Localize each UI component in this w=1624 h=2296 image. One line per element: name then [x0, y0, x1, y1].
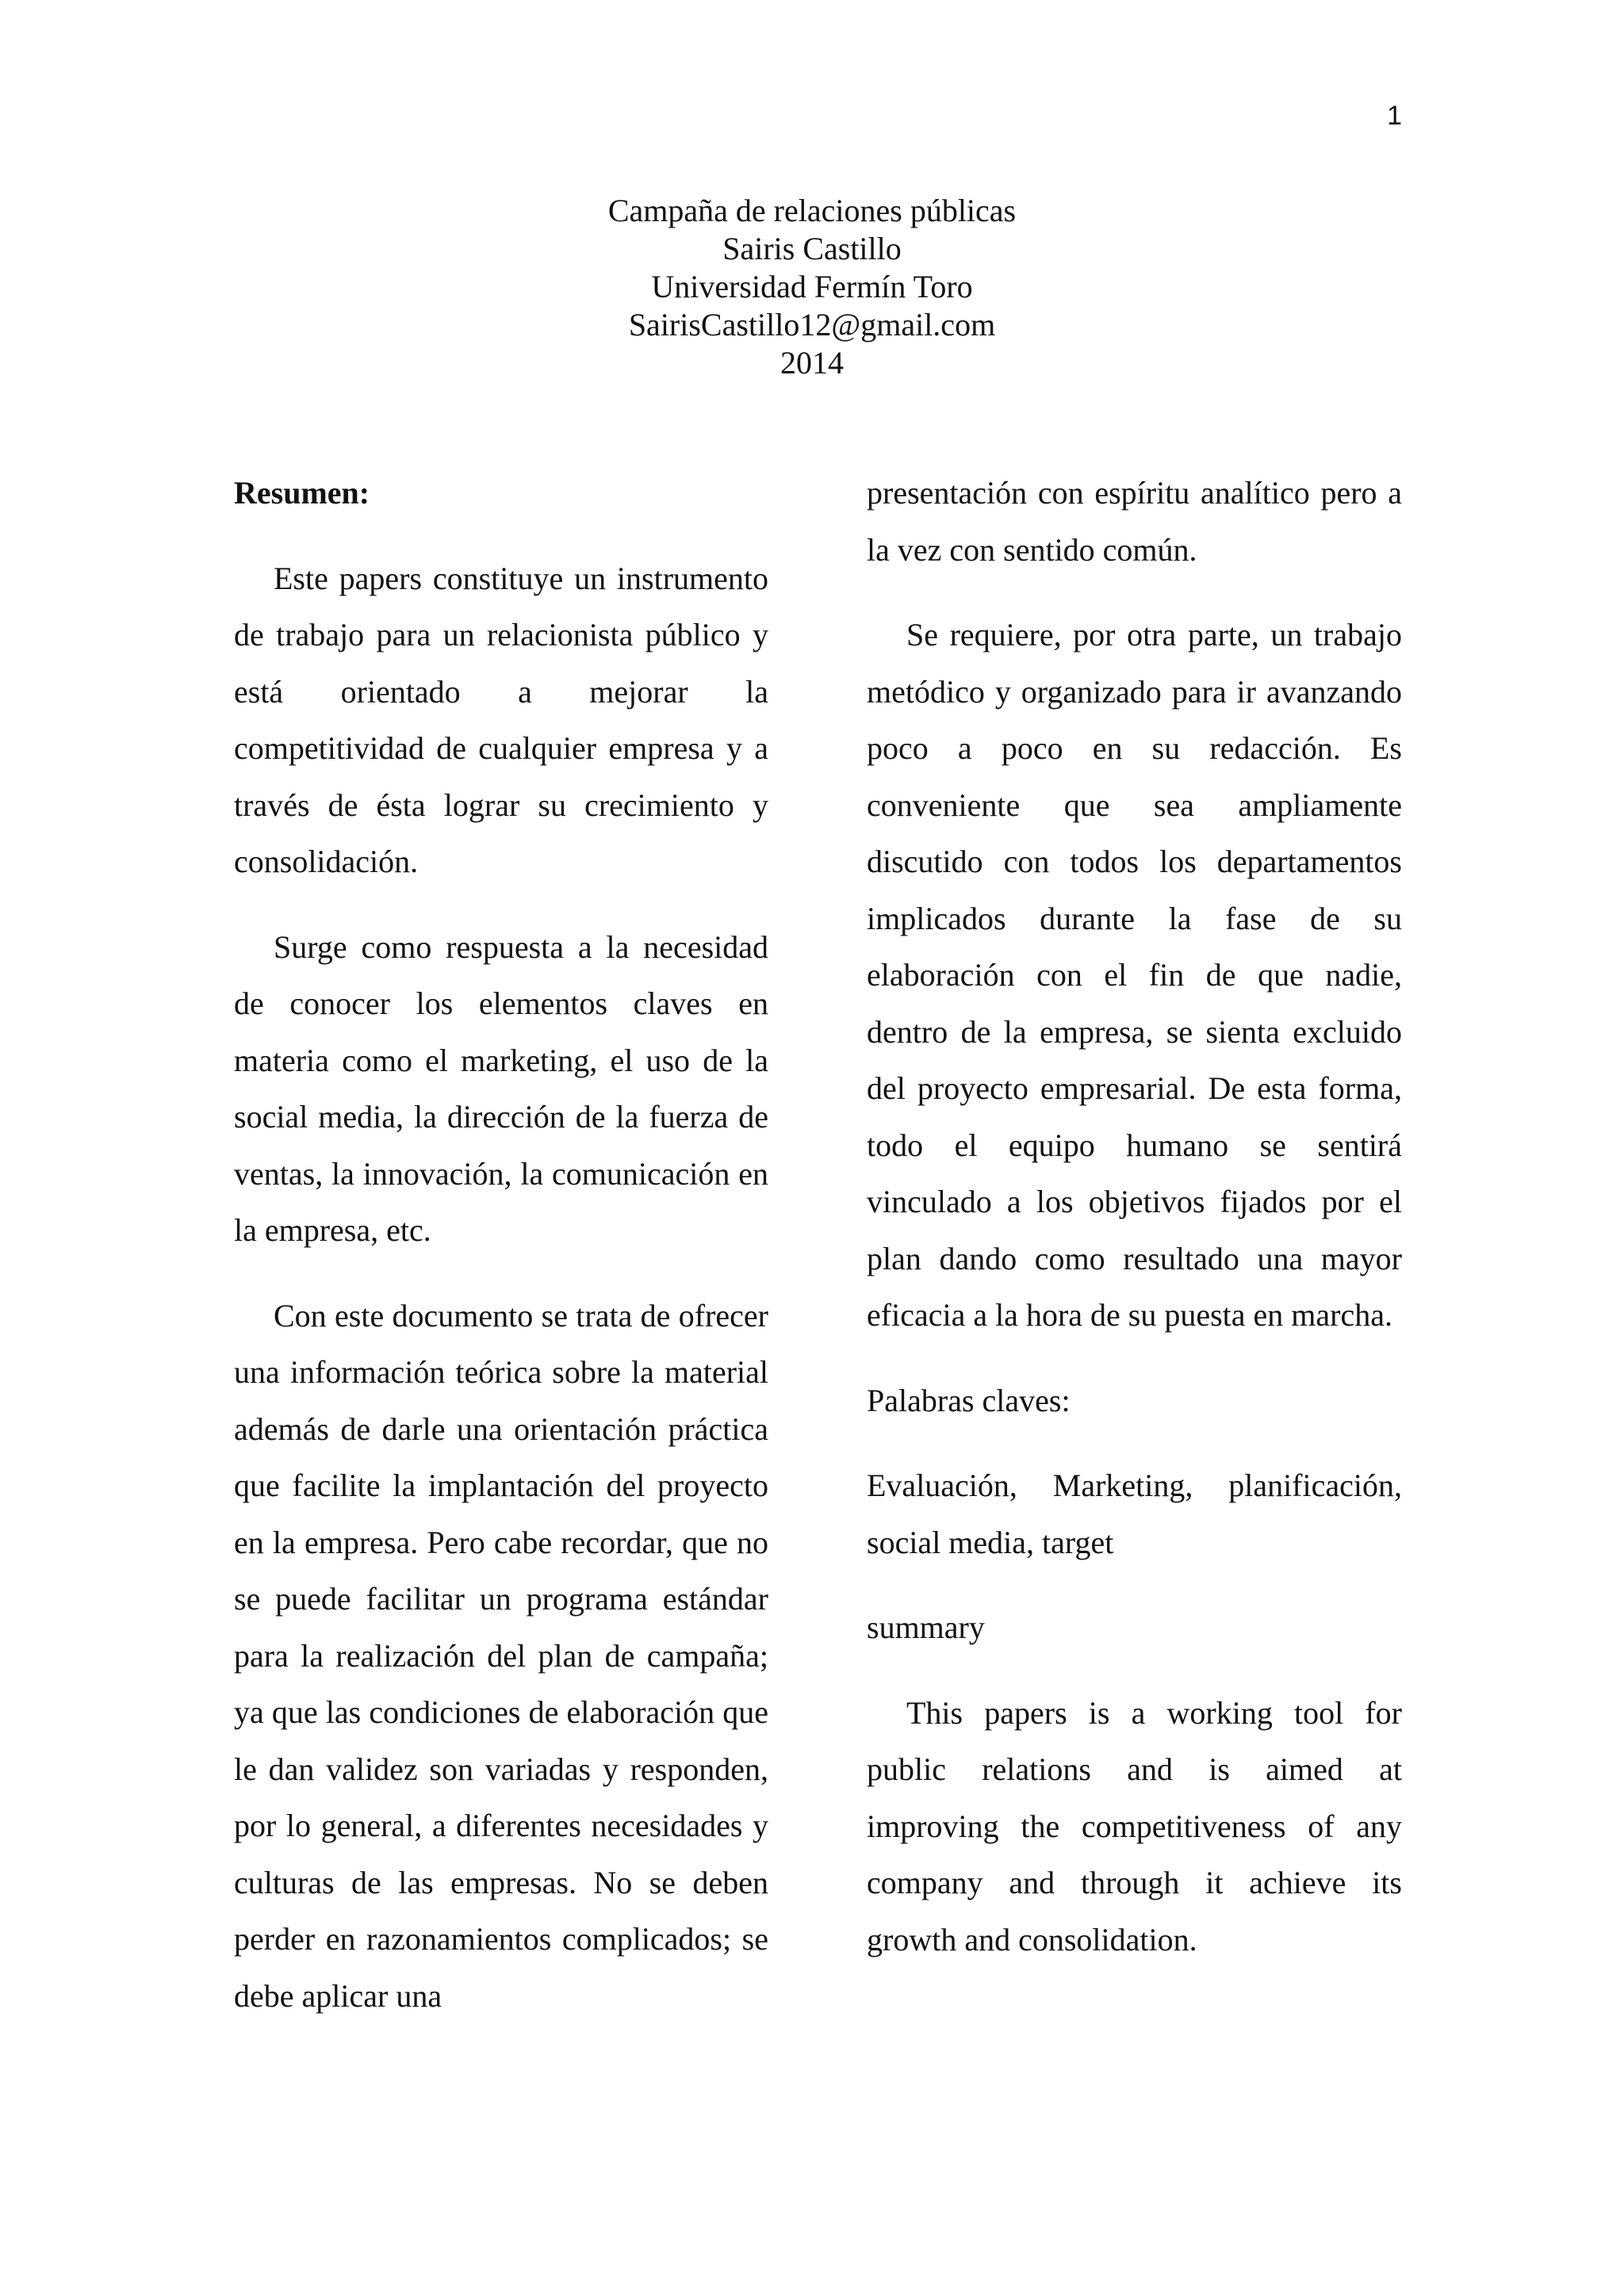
abstract-paragraph-2: Surge como respuesta a la necesidad de conocer los elementos claves en materia como el marketing, el uso de la social media, la dirección de la fuerza de ventas, la innovación, la comunicación en la empresa, etc.: [234, 928, 768, 1248]
keywords-label: Palabras claves:: [867, 1382, 1071, 1418]
publication-year: 2014: [780, 345, 844, 381]
abstract-heading: Resumen:: [234, 475, 370, 511]
abstract-paragraph-4: Se requiere, por otra parte, un trabajo metódico y organizado para ir avanzando poco a poco en su redacción. Es conveniente que sea ampliamente discutido con todos los departamentos implicados durante la fase de su elaboración con el fin de que nadie, dentro de la empresa, se sienta excluido del proyecto empresarial. De esta forma, todo el equipo humano se sentirá vinculado a los objetivos fijados por el plan dando como resultado una mayor eficacia a la hora de su puesta en marcha.: [867, 617, 1402, 1333]
page-number: 1: [1387, 101, 1402, 131]
abstract-paragraph-3-continued: presentación con espíritu analítico pero a la vez con sentido común.: [867, 475, 1402, 568]
title-block: [0, 192, 1624, 382]
left-column: [234, 465, 768, 2053]
abstract-paragraph-1: Este papers constituye un instrumento de trabajo para un relacionista público y está orientado a mejorar la competitividad de cualquier empresa y a través de ésta lograr su crecimiento y consolidación.: [234, 560, 768, 879]
keywords-list: Evaluación, Marketing, planificación, social media, target: [867, 1468, 1402, 1560]
right-column: [867, 465, 1402, 1996]
summary-paragraph: This papers is a working tool for public relations and is aimed at improving the competitiveness of any company and through it achieve its growth and consolidation.: [867, 1694, 1402, 1957]
author-email: SairisCastillo12@gmail.com: [628, 307, 996, 342]
institution: Universidad Fermín Toro: [651, 269, 973, 304]
abstract-paragraph-3: Con este documento se trata de ofrecer una información teórica sobre la material además de darle una orientación práctica que facilite la implantación del proyecto en la empresa. Pero cabe recordar, que no se puede facilitar un programa estándar para la realización del plan de campaña; ya que las condiciones de elaboración que le dan validez son variadas y responden, por lo general, a diferentes necesidades y culturas de las empresas. No se deben perder en razonamientos complicados; se debe aplicar una: [234, 1297, 768, 2014]
author-name: Sairis Castillo: [722, 231, 902, 266]
summary-heading: summary: [867, 1609, 985, 1645]
paper-title: Campaña de relaciones públicas: [607, 193, 1017, 228]
